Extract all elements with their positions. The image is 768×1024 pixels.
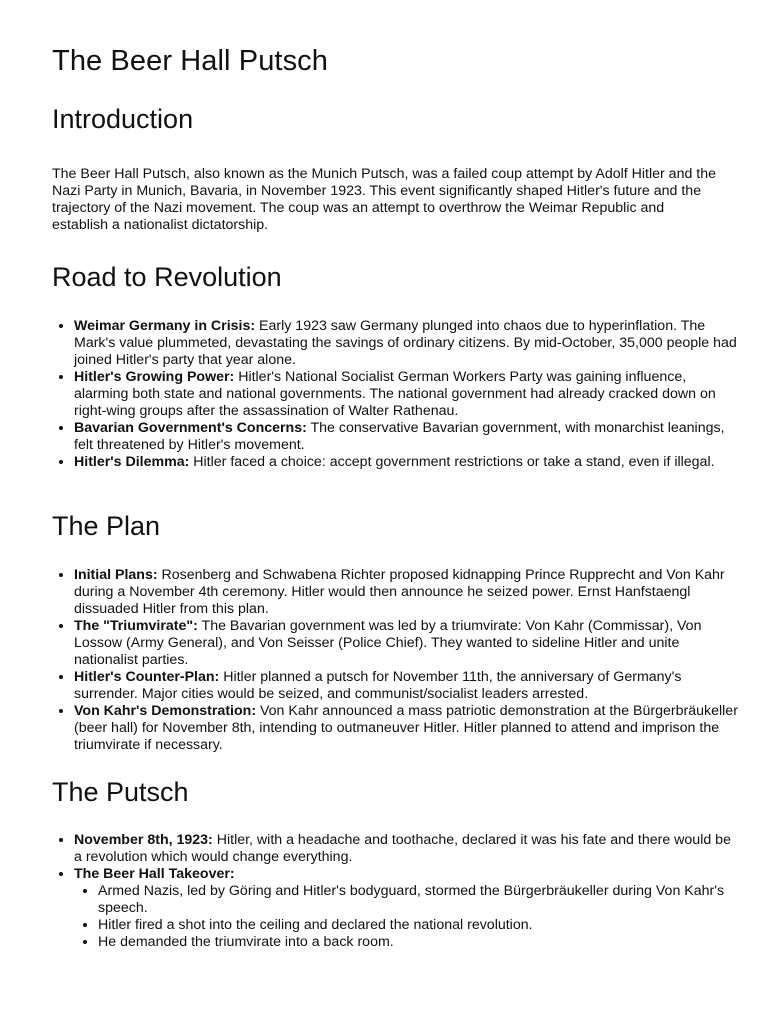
list-item: • Hitler's Dilemma: Hitler faced a choice: accept government restrictions or take a stand, even if illegal. bbox=[74, 454, 742, 471]
heading-the-putsch: The Putsch bbox=[52, 777, 189, 807]
list-item: • Initial Plans: Rosenberg and Schwabena Richter proposed kidnapping Prince Rupprecht and Von Kahr during a November 4th ceremony. Hitler would then announce he seized power. Ernst Hanfstaengl dissuaded Hitler from this plan. bbox=[74, 567, 742, 618]
list-item: • The "Triumvirate": The Bavarian government was led by a triumvirate: Von Kahr (Commissar), Von Lossow (Army General), and Von Seisser (Police Chief). They wanted to sideline Hitler and unite nationalist parties. bbox=[74, 618, 742, 669]
list-item: • Hitler's Growing Power: Hitler's National Socialist German Workers Party was gaining influence, alarming both state and national governments. The national government had already cracked down on right-wing groups after the assassination of Walter Rathenau. bbox=[74, 369, 742, 420]
road-list bbox=[52, 318, 742, 471]
heading-introduction: Introduction bbox=[52, 104, 194, 134]
list-item: • Weimar Germany in Crisis: Early 1923 saw Germany plunged into chaos due to hyperinflation. The Mark's value plummeted, devastating the savings of ordinary citizens. By mid-October, 35,000 people had joined Hitler's party that year alone. bbox=[74, 318, 742, 369]
list-item: • Hitler's Counter-Plan: Hitler planned a putsch for November 11th, the anniversary of Germany's surrender. Major cities would be seized, and communist/socialist leaders arrested. bbox=[74, 669, 742, 703]
intro-paragraph: The Beer Hall Putsch, also known as the Munich Putsch, was a failed coup attempt by Adolf Hitler and the Nazi Party in Munich, Bavaria, in November 1923. This event significantly shaped Hitler's future and the trajectory of the Nazi movement. The coup was an attempt to overthrow the Weimar Republic and establish a nationalist dictatorship. bbox=[52, 166, 717, 233]
list-item: • Bavarian Government's Concerns: The conservative Bavarian government, with monarchist leanings, felt threatened by Hitler's movement. bbox=[74, 420, 742, 454]
plan-list bbox=[52, 567, 742, 754]
sub-list-item: • Hitler fired a shot into the ceiling and declared the national revolution. bbox=[98, 917, 742, 934]
document-title: The Beer Hall Putsch bbox=[52, 45, 329, 77]
putsch-list bbox=[52, 832, 742, 951]
putsch-sublist bbox=[74, 883, 742, 951]
list-item: • The Beer Hall Takeover: • Armed Nazis, led by Göring and Hitler's bodyguard, stormed the Bürgerbräukeller during Von Kahr's speech. • Hitler fired a shot into the ceiling and declared the national revolution. • He demanded the triumvirate into a back room. bbox=[74, 866, 742, 951]
list-item: • Von Kahr's Demonstration: Von Kahr announced a mass patriotic demonstration at the Bürgerbräukeller (beer hall) for November 8th, intending to outmaneuver Hitler. Hitler planned to attend and imprison the triumvirate if necessary. bbox=[74, 703, 742, 754]
heading-the-plan: The Plan bbox=[52, 511, 161, 541]
heading-road-to-revolution: Road to Revolution bbox=[52, 262, 282, 292]
sub-list-item: • He demanded the triumvirate into a back room. bbox=[98, 934, 742, 951]
list-item: • November 8th, 1923: Hitler, with a headache and toothache, declared it was his fate and there would be a revolution which would change everything. bbox=[74, 832, 742, 866]
sub-list-item: • Armed Nazis, led by Göring and Hitler's bodyguard, stormed the Bürgerbräukeller during Von Kahr's speech. bbox=[98, 883, 742, 917]
